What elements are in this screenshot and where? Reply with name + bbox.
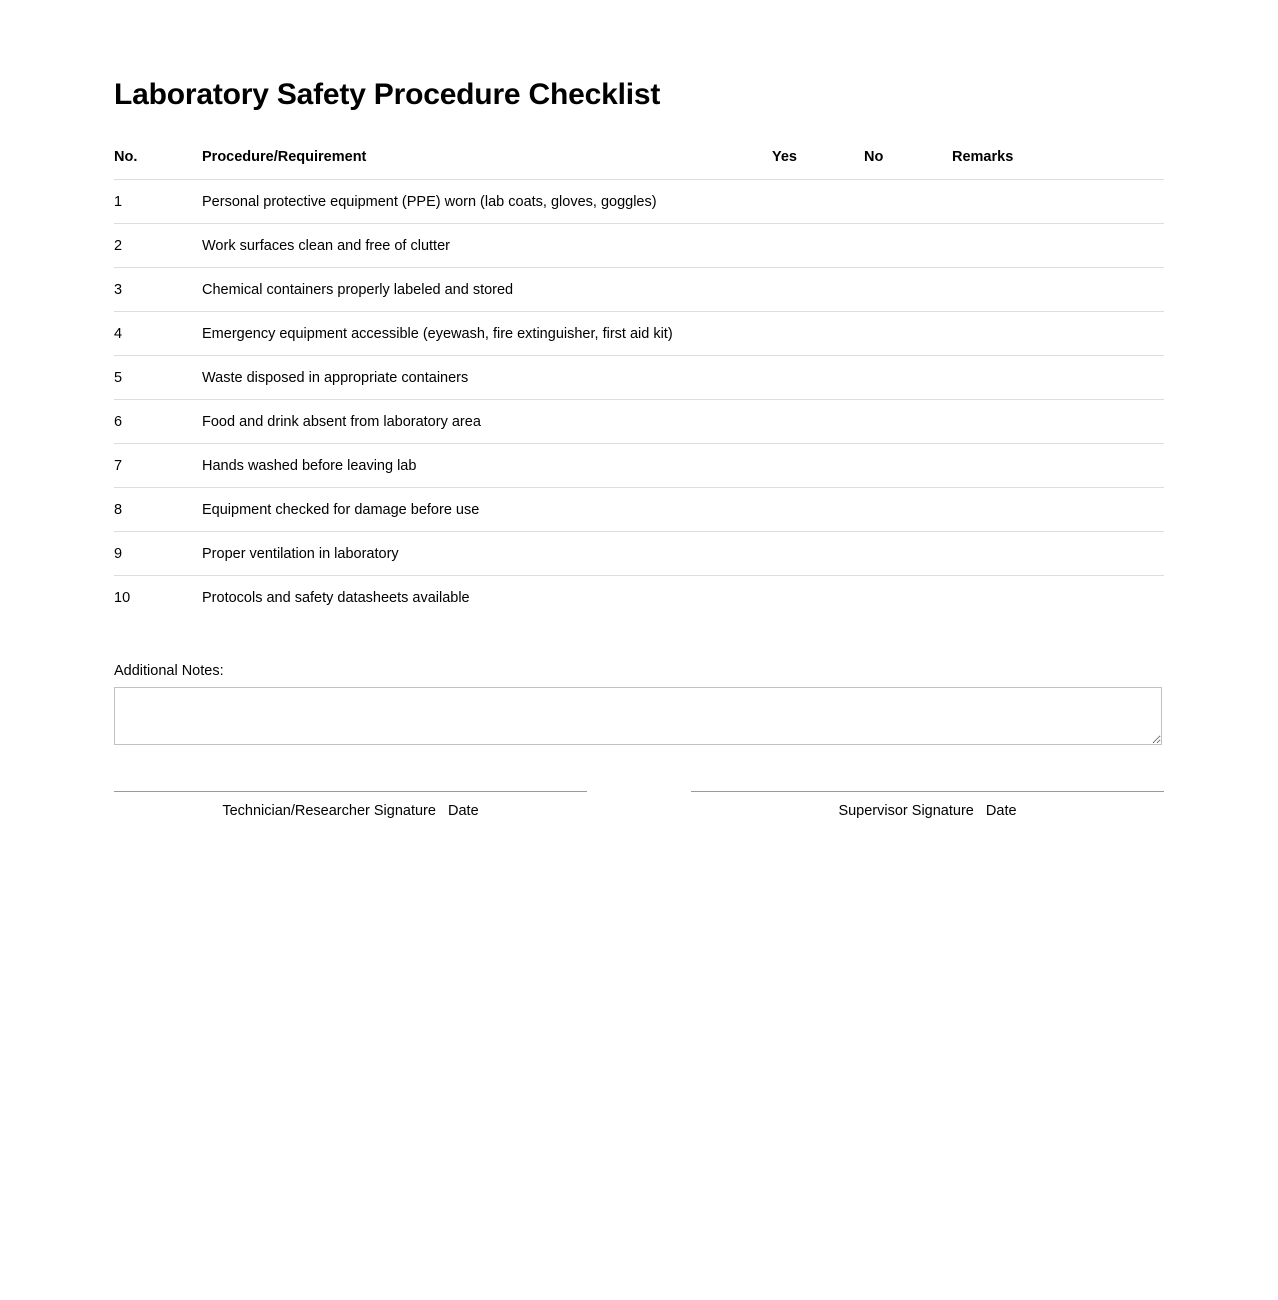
cell-remarks[interactable]: [952, 444, 1164, 488]
cell-no-answer[interactable]: [864, 400, 952, 444]
cell-procedure: Protocols and safety datasheets available: [202, 589, 470, 606]
cell-yes[interactable]: [772, 180, 864, 224]
column-header-yes: Yes: [772, 149, 864, 180]
cell-remarks[interactable]: [952, 576, 1164, 620]
cell-yes[interactable]: [772, 224, 864, 268]
cell-yes[interactable]: [772, 268, 864, 312]
table-row: [114, 576, 1164, 620]
cell-no: 8: [114, 488, 202, 532]
cell-remarks[interactable]: [952, 400, 1164, 444]
cell-procedure: Equipment checked for damage before use: [202, 488, 772, 532]
cell-no-answer[interactable]: [864, 312, 952, 356]
additional-notes-label: Additional Notes:: [114, 663, 224, 679]
supervisor-signature-block: [691, 791, 1164, 819]
cell-procedure: Personal protective equipment (PPE) worn (lab coats, gloves, goggles): [202, 180, 772, 224]
table-header-row: [114, 149, 1164, 180]
cell-procedure: Waste disposed in appropriate containers: [202, 356, 772, 400]
technician-signature-line[interactable]: [114, 791, 587, 792]
supervisor-signature-line[interactable]: [691, 791, 1164, 792]
cell-procedure: Emergency equipment accessible (eyewash, fire extinguisher, first aid kit): [202, 312, 772, 356]
cell-procedure: Hands washed before leaving lab: [202, 444, 772, 488]
cell-remarks[interactable]: [952, 532, 1164, 576]
cell-remarks[interactable]: [952, 356, 1164, 400]
table-row: [114, 444, 1164, 488]
cell-remarks[interactable]: [952, 488, 1164, 532]
cell-remarks[interactable]: [952, 268, 1164, 312]
cell-remarks[interactable]: [952, 312, 1164, 356]
table-header: [114, 149, 1164, 180]
cell-yes[interactable]: [772, 400, 864, 444]
cell-no: 6: [114, 400, 202, 444]
cell-yes[interactable]: [772, 356, 864, 400]
column-header-procedure: Procedure/Requirement: [202, 149, 772, 180]
safety-checklist-table: [114, 149, 1164, 619]
cell-no-answer[interactable]: [864, 268, 952, 312]
technician-signature-caption: Technician/Researcher Signature Date: [222, 803, 479, 819]
cell-procedure: Proper ventilation in laboratory: [202, 532, 772, 576]
table-body: [114, 180, 1164, 620]
cell-no: 5: [114, 356, 202, 400]
table-row: [114, 400, 1164, 444]
additional-notes-section: [114, 663, 1164, 745]
cell-yes[interactable]: [772, 488, 864, 532]
cell-no-answer[interactable]: [864, 576, 952, 620]
table-row: [114, 488, 1164, 532]
cell-remarks[interactable]: [952, 224, 1164, 268]
additional-notes-input[interactable]: [114, 687, 1162, 745]
column-header-no: No.: [114, 149, 202, 180]
cell-no: 9: [114, 532, 202, 576]
column-header-no-answer: No: [864, 149, 952, 180]
cell-yes[interactable]: [772, 444, 864, 488]
cell-no: 7: [114, 444, 202, 488]
cell-procedure: Work surfaces clean and free of clutter: [202, 224, 772, 268]
cell-remarks[interactable]: [952, 180, 1164, 224]
cell-yes[interactable]: [772, 312, 864, 356]
table-row: [114, 224, 1164, 268]
cell-no-answer[interactable]: [864, 444, 952, 488]
table-row: [114, 312, 1164, 356]
cell-no-answer[interactable]: [864, 356, 952, 400]
cell-no-answer[interactable]: [864, 224, 952, 268]
cell-no: 3: [114, 268, 202, 312]
cell-procedure: Food and drink absent from laboratory area: [202, 400, 772, 444]
page-title: Laboratory Safety Procedure Checklist: [114, 78, 661, 111]
technician-signature-block: [114, 791, 587, 819]
table-row: [114, 180, 1164, 224]
cell-no: 2: [114, 224, 202, 268]
cell-no: 1: [114, 180, 202, 224]
signature-row: [114, 791, 1164, 819]
supervisor-signature-caption: Supervisor Signature Date: [838, 803, 1017, 819]
cell-no-answer[interactable]: [864, 532, 952, 576]
table-row: [114, 268, 1164, 312]
cell-no-answer[interactable]: [864, 180, 952, 224]
table-row: [114, 532, 1164, 576]
cell-yes[interactable]: [772, 576, 864, 620]
cell-yes[interactable]: [772, 532, 864, 576]
table-row: [114, 356, 1164, 400]
cell-procedure: Chemical containers properly labeled and stored: [202, 268, 772, 312]
cell-no-answer[interactable]: [864, 488, 952, 532]
cell-no: 4: [114, 312, 202, 356]
cell-no: 10: [114, 589, 131, 606]
column-header-remarks: Remarks: [952, 149, 1164, 180]
